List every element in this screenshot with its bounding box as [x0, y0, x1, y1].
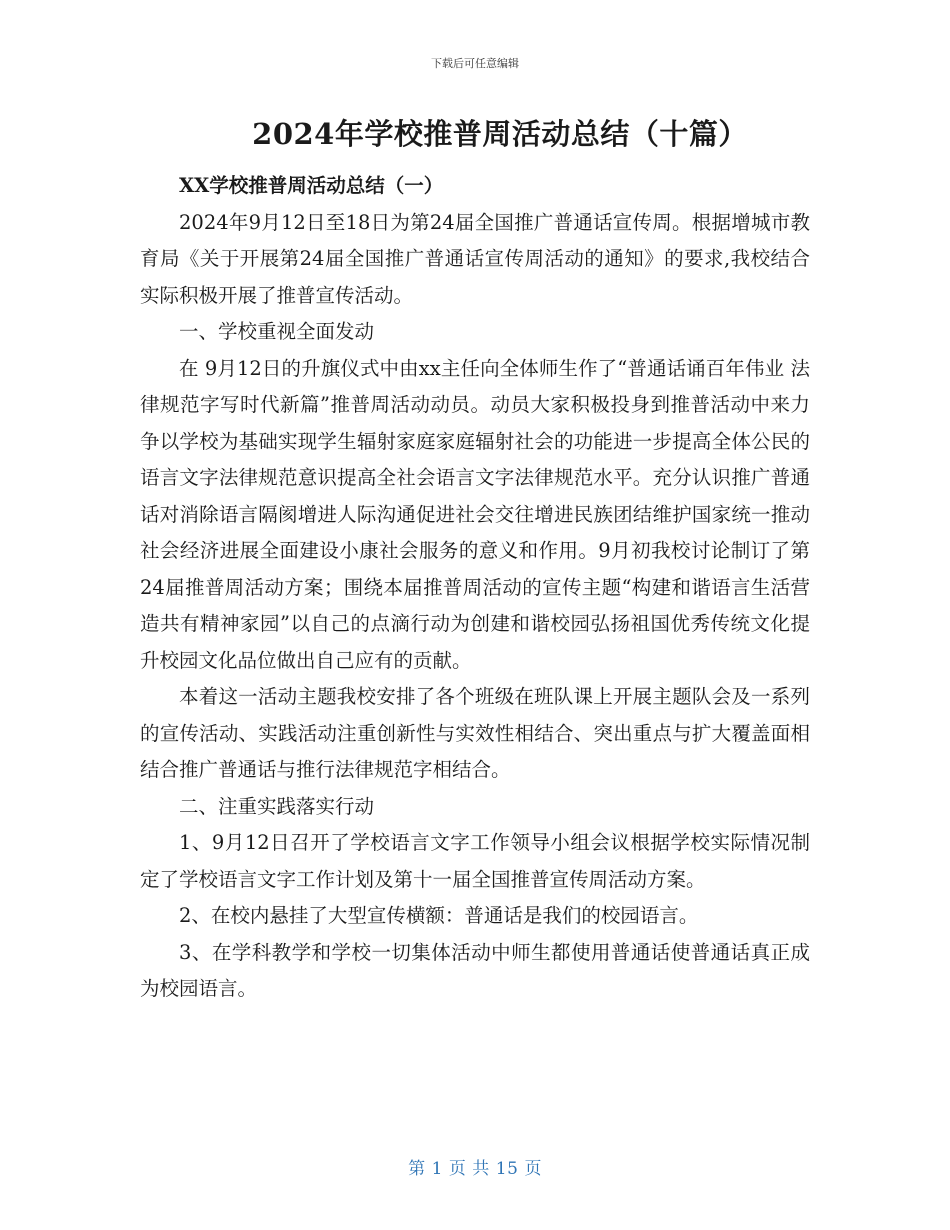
section-title: XX学校推普周活动总结（一）	[179, 174, 444, 197]
paragraph-item-3: 3、在学科教学和学校一切集体活动中师生都使用普通话使普通话真正成为校园语言。	[140, 940, 810, 1000]
footer-middle: 页 共	[448, 1159, 490, 1179]
footer-suffix: 页	[524, 1159, 542, 1179]
heading-part-one: 一、学校重视全面发动	[179, 320, 375, 343]
paragraph-intro: 2024年9月12日至18日为第24届全国推广普通话宣传周。根据增城市教育局《关于开展第24届全国推广普通话宣传周活动的通知》的要求,我校结合实际积极开展了推普宣传活动。	[140, 210, 810, 307]
footer-prefix: 第	[408, 1159, 426, 1179]
paragraph-theme-activities: 本着这一活动主题我校安排了各个班级在班队课上开展主题队会及一系列的宣传活动、实践活动注重创新性与实效性相结合、突出重点与扩大覆盖面相结合推广普通话与推行法律规范字相结合。	[140, 685, 810, 781]
paragraph-mobilization: 在 9月12日的升旗仪式中由xx主任向全体师生作了“普通话诵百年伟业 法律规范字写时代新篇”推普周活动动员。动员大家积极投身到推普活动中来力争以学校为基础实现学生辐射家庭家庭辐射社会的功能进一步提高全体公民的语言文字法律规范意识提高全社会语言文字法律规范水平。充分认识推广普通话对消除语言隔阂增进人际沟通促进社会交往增进民族团结维护国家统一推动社会经济进展全面建设小康社会服务的意义和作用。9月初我校讨论制订了第24届推普周活动方案；围绕本届推普周活动的宣传主题“构建和谐语言生活营造共有精神家园”以自己的点滴行动为创建和谐校园弘扬祖国优秀传统文化提升校园文化品位做出自己应有的贡献。	[140, 356, 810, 672]
paragraph-item-2: 2、在校内悬挂了大型宣传横额：普通话是我们的校园语言。	[179, 904, 699, 927]
header-note: 下载后可任意编辑	[431, 57, 519, 70]
heading-part-two: 二、注重实践落实行动	[179, 794, 375, 818]
document-title: 2024年学校推普周活动总结（十篇）	[252, 117, 748, 151]
paragraph-item-1: 1、9月12日召开了学校语言文字工作领导小组会议根据学校实际情况制定了学校语言文字工作计划及第十一届全国推普宣传周活动方案。	[140, 831, 810, 891]
footer-total-pages: 15	[495, 1159, 519, 1179]
footer-current-page: 1	[431, 1159, 443, 1179]
page-footer	[0, 1154, 950, 1179]
document-body	[140, 168, 810, 1008]
